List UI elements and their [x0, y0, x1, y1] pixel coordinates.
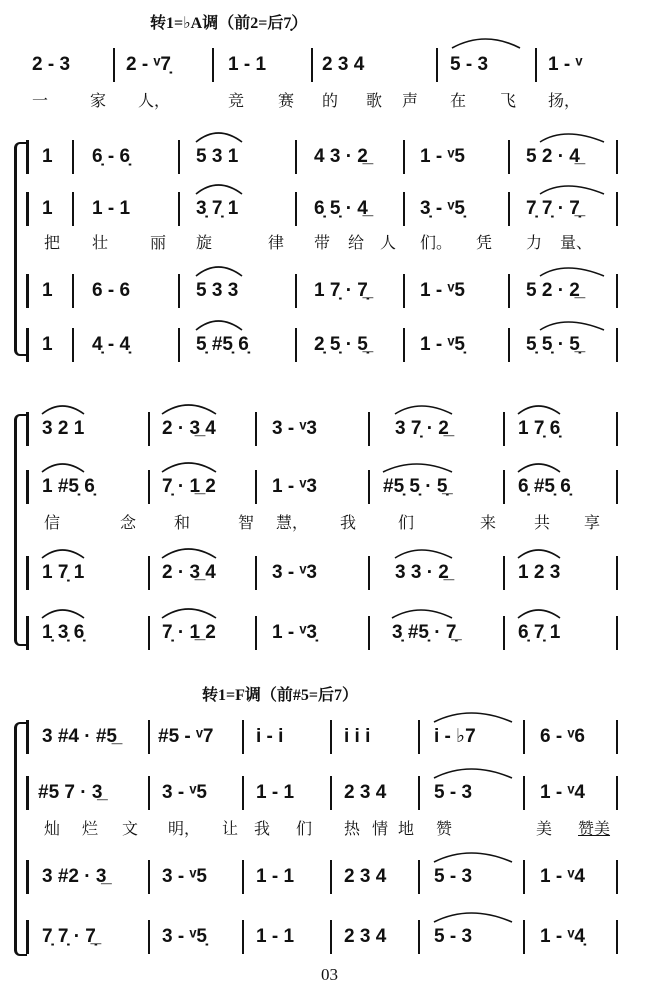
measure: #5̣ 5̣ · 5̣̲: [383, 476, 448, 497]
barline: [148, 720, 150, 754]
measure: 1 - ᵛ4: [540, 782, 585, 803]
lyrics-line: [0, 228, 659, 258]
barline: [113, 48, 115, 82]
lyric: 竞: [228, 91, 245, 110]
barline: [616, 328, 618, 362]
alto-row: [0, 776, 659, 810]
lyric: 凭: [476, 233, 493, 252]
measure: 3 #2 · 3̲: [42, 866, 107, 887]
barline: [616, 776, 618, 810]
measure: 3 2 1: [42, 418, 85, 439]
measure: 1 7̣ 1: [42, 562, 85, 583]
measure: 5 3 1: [196, 146, 239, 167]
measure: 2 3 4: [344, 926, 387, 947]
key-change-heading-2: 转1=F调（前#5=后7）: [202, 687, 359, 704]
measure: 1 - ᵛ4̣: [540, 926, 585, 947]
page-number: 03: [321, 965, 338, 984]
measure: 1̣ 3̣ 6̣: [42, 622, 85, 643]
barline: [148, 616, 150, 650]
barline: [26, 776, 29, 810]
barline: [368, 616, 370, 650]
barline: [26, 470, 29, 504]
lyric: 人: [380, 233, 397, 252]
barline: [418, 776, 420, 810]
measure: 1 2 3: [518, 562, 561, 583]
barline: [178, 140, 180, 174]
measure: 5̣ 5̣ · 5̣̲: [526, 334, 580, 355]
barline: [616, 140, 618, 174]
barline: [616, 920, 618, 954]
measure: 6̣ 5̣ · 4̲: [314, 198, 368, 219]
measure: 3 - ᵛ3: [272, 418, 317, 439]
barline: [148, 860, 150, 894]
lyric: 赛: [278, 91, 295, 110]
barline: [616, 274, 618, 308]
barline: [26, 616, 29, 650]
soprano-row: [0, 720, 659, 754]
measure: 5 - 3: [434, 866, 473, 887]
barline: [72, 192, 74, 226]
measure: i i i: [344, 726, 371, 747]
measure: 1 - 1: [92, 198, 131, 219]
lyric: 飞: [500, 91, 517, 110]
barline: [330, 860, 332, 894]
measure: 3 3 · 2̲: [395, 562, 449, 583]
measure: i - i: [256, 726, 284, 747]
lyric: 们: [398, 513, 415, 532]
lyric: 声: [402, 91, 419, 110]
alto-row: [0, 192, 659, 226]
alto-row: [0, 470, 659, 504]
barline: [311, 48, 313, 82]
barline: [523, 776, 525, 810]
lyric: 和: [174, 513, 191, 532]
measure: 3̣ - ᵛ5̣: [420, 198, 465, 219]
barline: [368, 412, 370, 446]
barline: [330, 776, 332, 810]
measure: 6 - 6: [92, 280, 131, 301]
measure: 7̣ 7̣ · 7̣̲: [42, 926, 96, 947]
lyric: 们。: [420, 233, 453, 252]
barline: [436, 48, 438, 82]
measure: 1 - ᵛ4: [540, 866, 585, 887]
barline: [403, 328, 405, 362]
barline: [368, 470, 370, 504]
lyric: 情: [372, 819, 389, 838]
measure: 1 7̣ 6̣: [518, 418, 561, 439]
lyric: 们: [296, 819, 313, 838]
lyric: 在: [450, 91, 467, 110]
measure: 1 7̣ · 7̣̲: [314, 280, 368, 301]
lyric: 共: [534, 513, 551, 532]
barline: [242, 776, 244, 810]
barline: [403, 140, 405, 174]
bass-row: [0, 920, 659, 954]
barline: [26, 328, 29, 362]
barline: [418, 720, 420, 754]
lyric: 享: [584, 513, 601, 532]
lyrics-line: [0, 508, 659, 538]
barline: [616, 470, 618, 504]
barline: [295, 140, 297, 174]
measure: 3 - ᵛ3: [272, 562, 317, 583]
barline: [148, 920, 150, 954]
lyric: 律: [268, 233, 285, 252]
lyrics-line: [0, 814, 659, 844]
measure: 1 #5̣ 6̣: [42, 476, 95, 497]
lyric: 带: [314, 233, 331, 252]
lyric: 我: [340, 513, 357, 532]
measure: 5 - 3: [450, 54, 489, 75]
barline: [403, 274, 405, 308]
barline: [508, 328, 510, 362]
measure: 3̣ #5̣ · 7̣̲: [392, 622, 457, 643]
measure: 5̣ #5̣ 6̣: [196, 334, 249, 355]
measure: 1 - ᵛ5̣: [420, 334, 465, 355]
tenor-row: [0, 274, 659, 308]
barline: [26, 720, 29, 754]
barline: [523, 860, 525, 894]
barline: [242, 720, 244, 754]
barline: [508, 192, 510, 226]
barline: [330, 720, 332, 754]
barline: [503, 556, 505, 590]
barline: [255, 616, 257, 650]
barline: [403, 192, 405, 226]
soprano-row: [0, 140, 659, 174]
barline: [508, 140, 510, 174]
measure: 1 - ᵛ3̣: [272, 622, 317, 643]
lyric: 丽: [150, 233, 167, 252]
measure: 1 - ᵛ5: [420, 280, 465, 301]
measure: #5 7 · 3̲: [38, 782, 103, 803]
measure: 5 - 3: [434, 782, 473, 803]
lyric: 把: [44, 233, 61, 252]
barline: [295, 192, 297, 226]
barline: [616, 412, 618, 446]
lyric: 文: [122, 819, 139, 838]
measure: 6̣ #5̣ 6̣: [518, 476, 571, 497]
barline: [178, 274, 180, 308]
barline: [148, 412, 150, 446]
measure: 2 3 4: [322, 54, 365, 75]
key-change-heading-1: 转1=♭A调（前2=后7̣）: [150, 15, 308, 32]
lyric: 念: [120, 513, 137, 532]
measure: 7̣ · 1̲ 2: [162, 476, 216, 497]
barline: [418, 920, 420, 954]
barline: [72, 274, 74, 308]
bass-row: [0, 616, 659, 650]
barline: [255, 412, 257, 446]
barline: [178, 328, 180, 362]
measure: 1 - 1: [256, 866, 295, 887]
barline: [503, 412, 505, 446]
measure: 1: [42, 198, 53, 219]
measure: 1 - 1: [228, 54, 267, 75]
barline: [26, 192, 29, 226]
tenor-row: [0, 860, 659, 894]
barline: [508, 274, 510, 308]
barline: [330, 920, 332, 954]
lyric: 的: [322, 91, 339, 110]
measure: 1 - 1: [256, 926, 295, 947]
measure: 2 - ᵛ7̣: [126, 54, 171, 75]
measure: 4̣ - 4̣: [92, 334, 131, 355]
measure: 6̣ 7̣ 1: [518, 622, 561, 643]
measure: 3̣ 7̣ 1: [196, 198, 239, 219]
measure: 3 #4 · #5̲: [42, 726, 117, 747]
barline: [255, 470, 257, 504]
barline: [295, 328, 297, 362]
measure: 1: [42, 146, 53, 167]
measure: 6 - ᵛ6: [540, 726, 585, 747]
lyric: 信: [44, 513, 61, 532]
tenor-row: [0, 556, 659, 590]
barline: [616, 192, 618, 226]
barline: [503, 470, 505, 504]
barline: [26, 274, 29, 308]
measure: 3 - ᵛ5̣: [162, 926, 207, 947]
measure: 2 3 4: [344, 866, 387, 887]
barline: [26, 412, 29, 446]
barline: [616, 860, 618, 894]
soprano-row: [0, 412, 659, 446]
lyric: 旋: [196, 233, 213, 252]
lyric: 我: [254, 819, 271, 838]
lyric: 赞: [436, 819, 453, 838]
measure: 1 - ᵛ5: [420, 146, 465, 167]
barline: [72, 140, 74, 174]
lyrics-line: [0, 86, 659, 116]
measure: 5 - 3: [434, 926, 473, 947]
measure: 5 2 · 4̲: [526, 146, 580, 167]
barline: [523, 720, 525, 754]
barline: [535, 48, 537, 82]
measure: 2̣ 5̣ · 5̣̲: [314, 334, 368, 355]
measure: 1: [42, 280, 53, 301]
measure: 5 2 · 2̲: [526, 280, 580, 301]
lyric: 来: [480, 513, 497, 532]
lyric: 美: [536, 819, 553, 838]
measure: 3 - ᵛ5: [162, 866, 207, 887]
lyric: 明，: [168, 819, 201, 838]
measure: 7̣ 7̣ · 7̣̲: [526, 198, 580, 219]
lyric: 热: [344, 819, 361, 838]
lyric: 赞美: [578, 819, 611, 838]
lyric: 一: [32, 91, 49, 110]
lyric: 烂: [82, 819, 99, 838]
barline: [523, 920, 525, 954]
barline: [616, 556, 618, 590]
measure: 2 3 4: [344, 782, 387, 803]
measure: 1 - ᵛ3: [272, 476, 317, 497]
measure: i - ♭7: [434, 726, 476, 747]
lyric: 地: [398, 819, 415, 838]
measure: 6̣ - 6̣: [92, 146, 131, 167]
barline: [178, 192, 180, 226]
measure: 5 3 3: [196, 280, 239, 301]
measure: 4 3 · 2̲: [314, 146, 368, 167]
barline: [503, 616, 505, 650]
measure: 2 · 3̲ 4: [162, 418, 216, 439]
lyric: 慧，: [276, 513, 309, 532]
lyric: 家: [90, 91, 107, 110]
slur: [452, 39, 520, 48]
lyric: 智: [238, 513, 255, 532]
measure: 1 - ᵛ: [548, 54, 583, 75]
lyric: 歌: [366, 91, 383, 110]
measure: 3 7̣ · 2̲: [395, 418, 449, 439]
barline: [295, 274, 297, 308]
barline: [418, 860, 420, 894]
barline: [148, 470, 150, 504]
barline: [242, 860, 244, 894]
barline: [26, 556, 29, 590]
lyric: 力: [526, 233, 543, 252]
lyric: 壮: [92, 233, 109, 252]
lyric: 灿: [44, 819, 61, 838]
lyric: 扬，: [548, 91, 581, 110]
barline: [368, 556, 370, 590]
measure: 2 · 3̲ 4: [162, 562, 216, 583]
barline: [72, 328, 74, 362]
melody-row: [0, 48, 659, 82]
lyric: 量、: [560, 233, 593, 252]
barline: [616, 720, 618, 754]
lyric: 给: [348, 233, 365, 252]
barline: [242, 920, 244, 954]
barline: [26, 140, 29, 174]
barline: [212, 48, 214, 82]
barline: [148, 776, 150, 810]
barline: [26, 920, 29, 954]
barline: [148, 556, 150, 590]
measure: 1 - 1: [256, 782, 295, 803]
barline: [255, 556, 257, 590]
barline: [26, 860, 29, 894]
lyric: 让: [222, 819, 239, 838]
barline: [616, 616, 618, 650]
measure: 7̣ · 1̲ 2: [162, 622, 216, 643]
measure: 3 - ᵛ5: [162, 782, 207, 803]
measure: 2 - 3: [32, 54, 71, 75]
lyric: 人，: [138, 91, 171, 110]
measure: 1: [42, 334, 53, 355]
bass-row: [0, 328, 659, 362]
measure: #5 - ᵛ7: [158, 726, 214, 747]
